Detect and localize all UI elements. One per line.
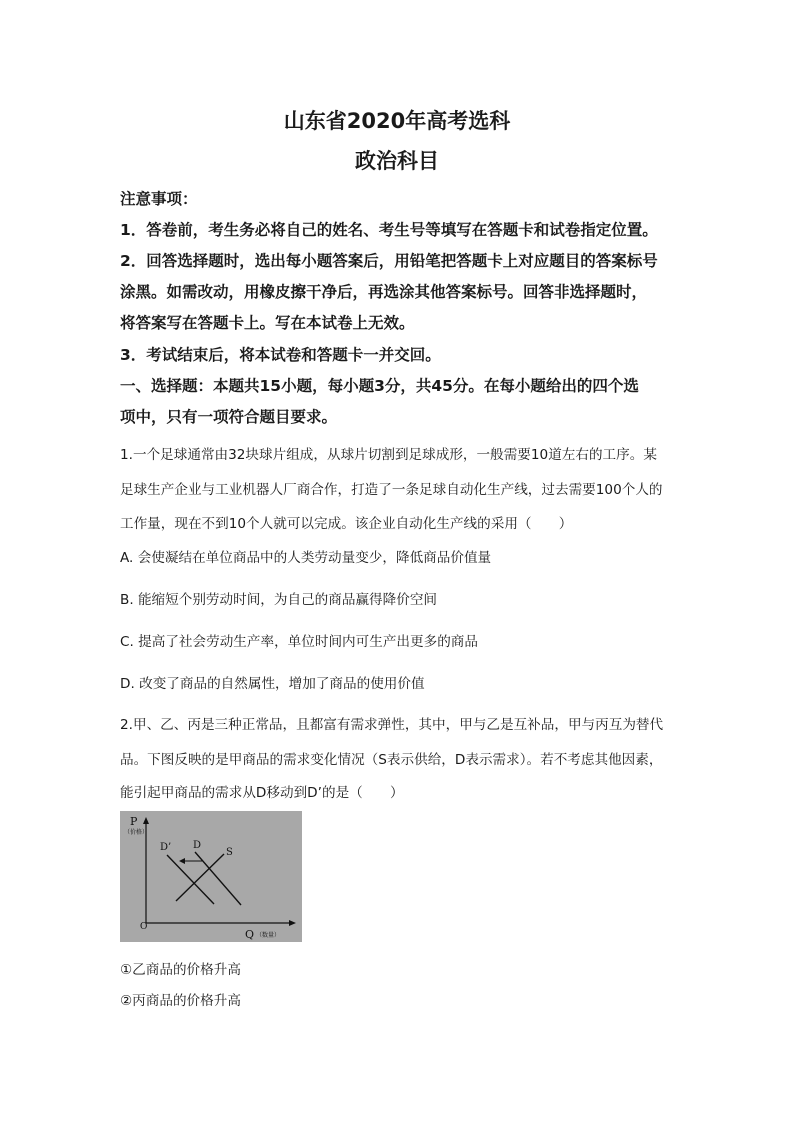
y-axis-unit: （价格） bbox=[124, 829, 149, 836]
y-axis-arrow bbox=[143, 817, 149, 824]
exam-title: 山东省2020年高考选科 bbox=[283, 109, 511, 133]
curve-s-label: S bbox=[226, 847, 233, 858]
q2-option-2: ②丙商品的价格升高 bbox=[120, 993, 241, 1009]
q1-stem: 足球生产企业与工业机器人厂商合作，打造了一条足球自动化生产线，过去需要100个人的 bbox=[120, 482, 663, 498]
supply-demand-diagram bbox=[120, 811, 302, 942]
q2-stem: 能引起甲商品的需求从D移动到D’的是（ ） bbox=[120, 785, 404, 801]
curve-d-prime-label: D’ bbox=[160, 842, 172, 853]
section-heading: 一、选择题：本题共15小题，每小题3分，共45分。在每小题给出的四个选 bbox=[120, 377, 639, 395]
q2-option-1: ①乙商品的价格升高 bbox=[120, 962, 241, 978]
q2-stem: 品。下图反映的是甲商品的需求变化情况（S表示供给，D表示需求）。若不考虑其他因素， bbox=[120, 752, 663, 768]
q1-option-d: D. 改变了商品的自然属性，增加了商品的使用价值 bbox=[120, 676, 425, 692]
curve-d-label: D bbox=[193, 840, 202, 851]
origin-label: O bbox=[140, 922, 148, 932]
q1-option-b: B. 能缩短个别劳动时间，为自己的商品赢得降价空间 bbox=[120, 592, 438, 608]
notice-item-1: 1．答卷前，考生务必将自己的姓名、考生号等填写在答题卡和试卷指定位置。 bbox=[120, 221, 658, 239]
curve-d-prime bbox=[167, 855, 214, 904]
notice-heading: 注意事项： bbox=[120, 190, 198, 208]
y-axis-label: P bbox=[130, 815, 138, 828]
notice-item-2-cont: 将答案写在答题卡上。写在本试卷上无效。 bbox=[120, 314, 415, 332]
x-axis-unit: （数量） bbox=[256, 932, 281, 939]
q1-stem: 工作量，现在不到10个人就可以完成。该企业自动化生产线的采用（ ） bbox=[120, 516, 573, 532]
q2-stem: 2.甲、乙、丙是三种正常品，且都富有需求弹性，其中，甲与乙是互补品，甲与丙互为替代 bbox=[120, 717, 664, 733]
x-axis-label: Q bbox=[245, 928, 255, 941]
exam-subject: 政治科目 bbox=[355, 149, 439, 173]
notice-item-2: 2．回答选择题时，选出每小题答案后，用铅笔把答题卡上对应题目的答案标号 bbox=[120, 252, 658, 270]
notice-item-2-cont: 涂黑。如需改动，用橡皮擦干净后，再选涂其他答案标号。回答非选择题时， bbox=[120, 283, 648, 301]
q1-option-a: A. 会使凝结在单位商品中的人类劳动量变少，降低商品价值量 bbox=[120, 550, 492, 566]
shift-arrow-head bbox=[179, 858, 185, 864]
x-axis-arrow bbox=[289, 920, 296, 926]
q1-option-c: C. 提高了社会劳动生产率，单位时间内可生产出更多的商品 bbox=[120, 634, 478, 650]
notice-item-3: 3．考试结束后，将本试卷和答题卡一并交回。 bbox=[120, 346, 441, 364]
supply-demand-figure bbox=[120, 811, 302, 942]
q1-stem: 1.一个足球通常由32块球片组成，从球片切割到足球成形，一般需要10道左右的工序。某 bbox=[120, 447, 657, 463]
section-heading-cont: 项中，只有一项符合题目要求。 bbox=[120, 408, 338, 426]
